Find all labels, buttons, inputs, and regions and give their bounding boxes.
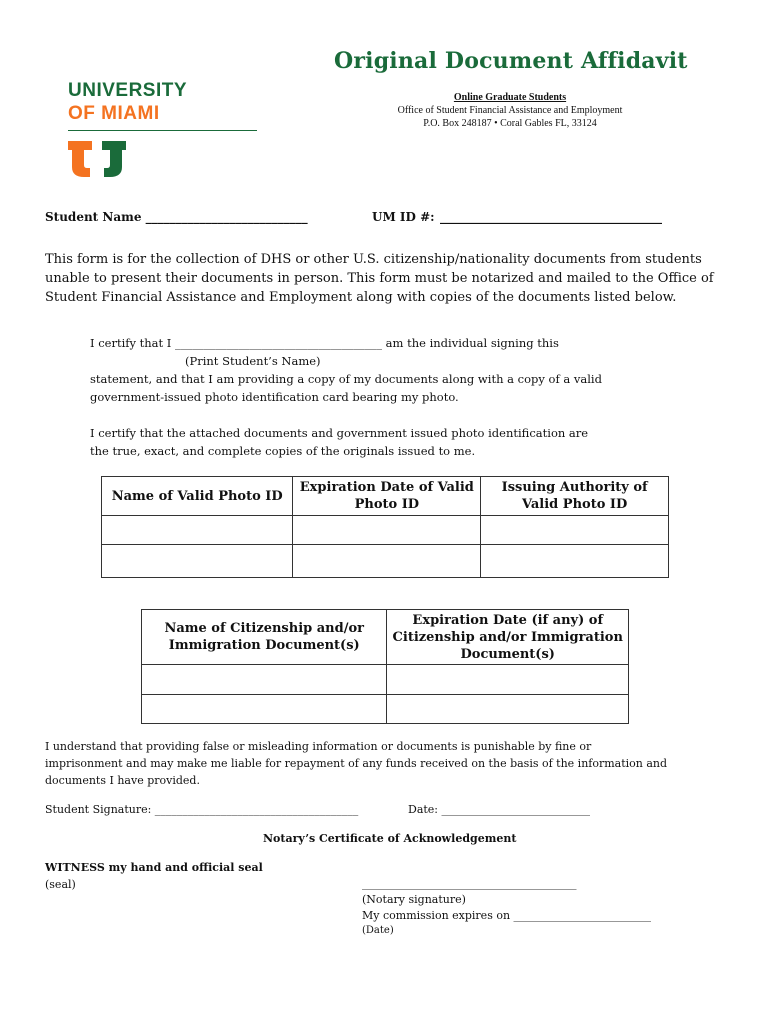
table-cell-input[interactable] <box>102 516 293 545</box>
intro-paragraph: This form is for the collection of DHS or other U.S. citizenship/nationality documents from students unable to present their documents in person. This form must be notarized and mailed to the Office of Student Financial Assistance and Employment along with copies of the documents listed below. <box>45 252 714 305</box>
table-cell-input[interactable] <box>387 695 629 724</box>
office-name: Office of Student Financial Assistance and Employment <box>397 105 623 116</box>
notary-title: Notary’s Certificate of Acknowledgement <box>263 832 517 845</box>
photo-id-table <box>101 476 669 578</box>
table-cell-input[interactable] <box>142 695 387 724</box>
print-name-caption: (Print Student’s Name) <box>185 354 321 368</box>
certify-copies-text: I certify that the attached documents and government issued photo identification are <box>90 426 589 440</box>
certify-name-field[interactable]: I certify that I ____________________________________ am the individual signing this <box>90 336 559 350</box>
citizenship-doc-table <box>141 609 629 724</box>
disclaimer-text: imprisonment and may make me liable for repayment of any funds received on the basis of the information and <box>45 757 668 770</box>
certify-copies-text: the true, exact, and complete copies of the originals issued to me. <box>90 444 476 458</box>
table-header: Name of Citizenship and/or Immigration Document(s) <box>142 610 387 665</box>
disclaimer-text: I understand that providing false or misleading information or documents is punishable by fine or <box>45 740 592 753</box>
table-cell-input[interactable] <box>142 665 387 695</box>
logo-text-university: UNIVERSITY <box>68 80 188 101</box>
table-cell-input[interactable] <box>102 545 293 578</box>
office-address: P.O. Box 248187 • Coral Gables FL, 33124 <box>423 118 597 129</box>
commission-expires-field[interactable]: My commission expires on _________________________ <box>362 909 652 922</box>
witness-text: WITNESS my hand and official seal <box>45 861 263 874</box>
um-id-label: UM ID #: <box>372 210 435 224</box>
table-header: Expiration Date of Valid Photo ID <box>293 477 481 516</box>
notary-signature-label: (Notary signature) <box>362 893 466 906</box>
table-header: Issuing Authority of Valid Photo ID <box>481 477 669 516</box>
um-id-field[interactable]: _____________________________________ <box>440 210 662 224</box>
table-cell-input[interactable] <box>481 545 669 578</box>
logo-text-of-miami: OF MIAMI <box>68 103 160 124</box>
signature-date-field[interactable]: Date: ___________________________ <box>408 803 591 816</box>
date-caption: (Date) <box>362 925 394 936</box>
table-cell-input[interactable] <box>293 545 481 578</box>
um-u-logo-icon <box>68 141 128 177</box>
table-cell-input[interactable] <box>293 516 481 545</box>
certify-text: government-issued photo identification card bearing my photo. <box>90 390 459 404</box>
table-header: Expiration Date (if any) of Citizenship and/or Immigration Document(s) <box>387 610 629 665</box>
table-cell-input[interactable] <box>387 665 629 695</box>
student-signature-field[interactable]: Student Signature: _____________________________________ <box>45 803 359 816</box>
certify-text: statement, and that I am providing a copy of my documents along with a copy of a valid <box>90 372 602 386</box>
logo-divider <box>68 130 257 131</box>
student-name-field[interactable]: Student Name ___________________________ <box>45 210 308 224</box>
seal-label: (seal) <box>45 878 76 891</box>
disclaimer-text: documents I have provided. <box>45 774 200 787</box>
subtitle: Online Graduate Students <box>453 92 567 103</box>
table-cell-input[interactable] <box>481 516 669 545</box>
notary-signature-field[interactable]: _______________________________________ <box>362 877 577 890</box>
page-title: Original Document Affidavit <box>334 48 688 74</box>
table-header: Name of Valid Photo ID <box>102 477 293 516</box>
